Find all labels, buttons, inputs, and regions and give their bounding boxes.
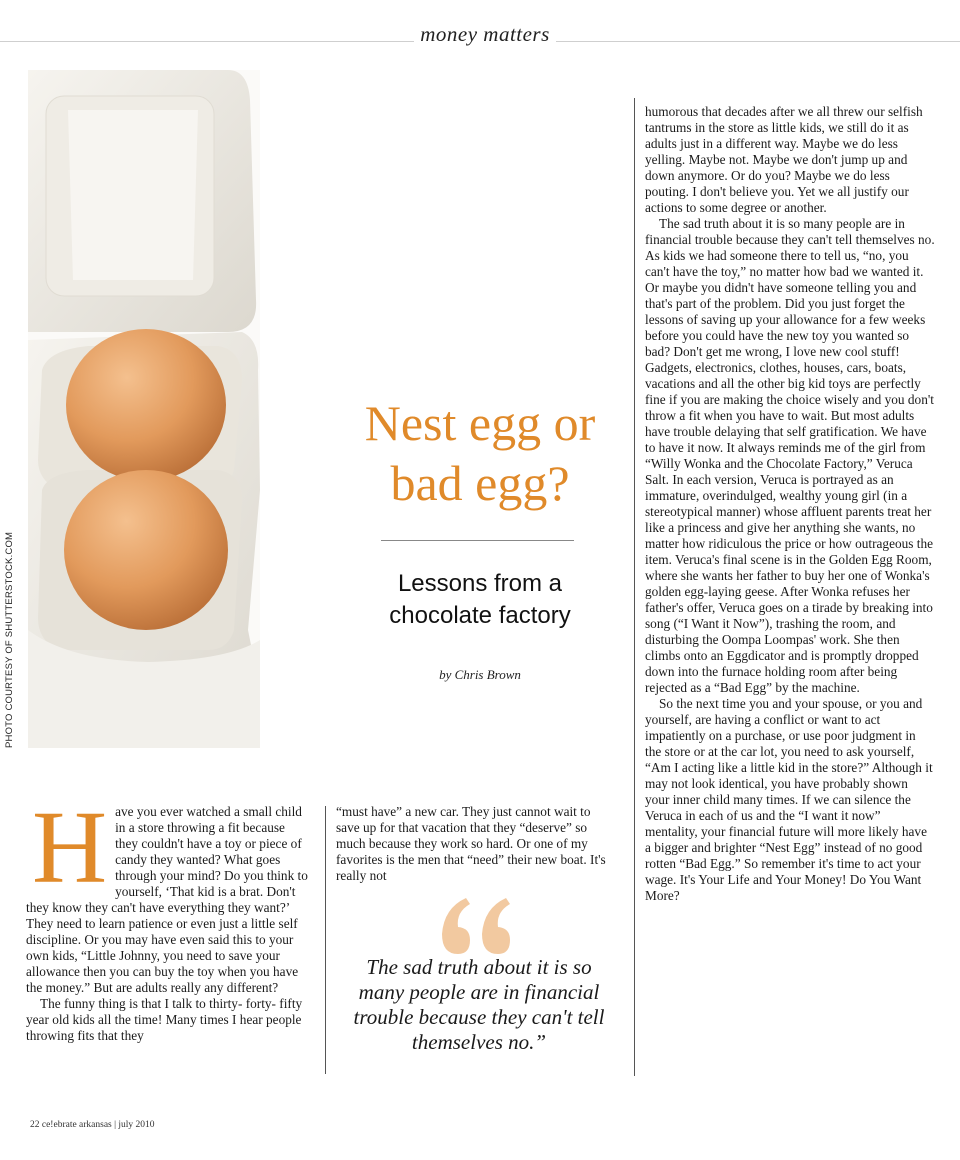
subhead-line-1: Lessons from a bbox=[397, 570, 563, 597]
byline: by Chris Brown bbox=[439, 667, 521, 682]
paragraph: The sad truth about it is so many people are in financial trouble because they can't tell themselves no. As kids we had someone there to tell us, “no, you can't have the toy,” no matter how bad we wanted it. Or maybe you didn't have someone telling you and that's part of the problem. Did you just forget the lessons of saving up your allowance for a few weeks before you could have the new toy you wanted so bad? Don't get me wrong, I love new cool stuff! Gadgets, electronics, clothes, houses, cars, boats, vacations and all the other big kid toys are perfectly fine if you are making the choice wisely and you don't throw a fit when you have to wait. But most adults have trouble delaying that self gratification. We have to have it now. It always reminds me of the girl from “Willy Wonka and the Chocolate Factory,” Veruca Salt. In each version, Veruca is portrayed as an immature, overindulged, wealthy young girl (in a stereotypical manner) whose affluent parents treat her like a princess and give her anything she wants, no matter how ridiculous the price or how outrageous the item. Veruca's final scene is in the Golden Egg Room, where she wants her father to buy her one of Wonka's golden egg-laying geese. After Wonka refuses her father's offer, Veruca goes on a tirade by breaking into song (“I Want it Now”), trashing the room, and disturbing the Oompa Loompas' work. She then climbs onto an Eggdicator and is promptly dropped down into the furnace holding room after being rejected as a “Bad Egg” by the machine. bbox=[645, 216, 935, 695]
headline-line-1: Nest egg or bbox=[364, 395, 596, 451]
paragraph: The funny thing is that I talk to thirty- forty- fifty year old kids all the time! Many times I hear people throwing fits that they bbox=[26, 996, 303, 1043]
subhead-line-2: chocolate factory bbox=[389, 602, 571, 629]
headline-rule bbox=[381, 540, 574, 541]
paragraph: ave you ever watched a small child in a store throwing a fit because they couldn't have a toy or piece of candy they wanted? What goes through your mind? Do you think to yourself, ‘That kid is a brat. Don't they know they can't have everything they want?’ They need to learn patience or even just a little self discipline. Or you may have even said this to your own kids, “Little Johnny, you need to save your allowance then you can buy the toy when you have the money.” But are adults really any different? bbox=[26, 804, 308, 995]
drop-cap: H bbox=[32, 790, 108, 905]
photo-credit: PHOTO COURTESY OF SHUTTERSTOCK.COM bbox=[4, 531, 15, 748]
pull-quote: The sad truth about it is so many people are in financial trouble because they can't tell themselves no.” bbox=[353, 955, 605, 1054]
paragraph: humorous that decades after we all threw our selfish tantrums in the store as little kids, we still do it as adults just in a different way. Maybe we do less yelling. Maybe not. Maybe we don't jump up and down anymore. Or do you? Maybe we do less pouting. I don't believe you. Yet we all justify our actions to some degree or another. bbox=[645, 104, 923, 215]
headline bbox=[330, 393, 630, 513]
paragraph: So the next time you and your spouse, or you and yourself, are having a conflict or want to act impatiently on a purchase, or use poor judgment in the store or at the car lot, you need to ask yourself, “Am I acting like a little kid in the store?” Although it may not look identical, you have probably shown your inner child many times. If we can silence the Veruca in each of us and the “I want it now” mentality, your financial future will more likely have a bigger and brighter “Nest Egg” instead of no good rotten “Bad Egg.” So remember it's time to act your wage. It's Your Life and Your Money! Do You Want More? bbox=[645, 696, 933, 903]
article-column-2 bbox=[336, 804, 614, 884]
article-column-3 bbox=[645, 104, 935, 904]
egg-top bbox=[66, 329, 226, 481]
section-title: money matters bbox=[0, 22, 960, 47]
headline-line-2: bad egg? bbox=[390, 455, 570, 511]
column-divider bbox=[325, 806, 326, 1074]
paragraph: “must have” a new car. They just cannot wait to save up for that vacation that they “deserve” so much because they work so hard. Or one of my favorites is the men that “need” their new boat. It's really not bbox=[336, 804, 606, 883]
column-divider bbox=[634, 98, 635, 1076]
subhead bbox=[360, 568, 600, 632]
egg-carton-photo bbox=[28, 70, 260, 748]
quote-mark-icon bbox=[436, 890, 516, 960]
egg-bottom bbox=[64, 470, 228, 630]
page-folio: 22 ce!ebrate arkansas | july 2010 bbox=[30, 1120, 155, 1130]
article-column-1 bbox=[26, 790, 311, 1044]
